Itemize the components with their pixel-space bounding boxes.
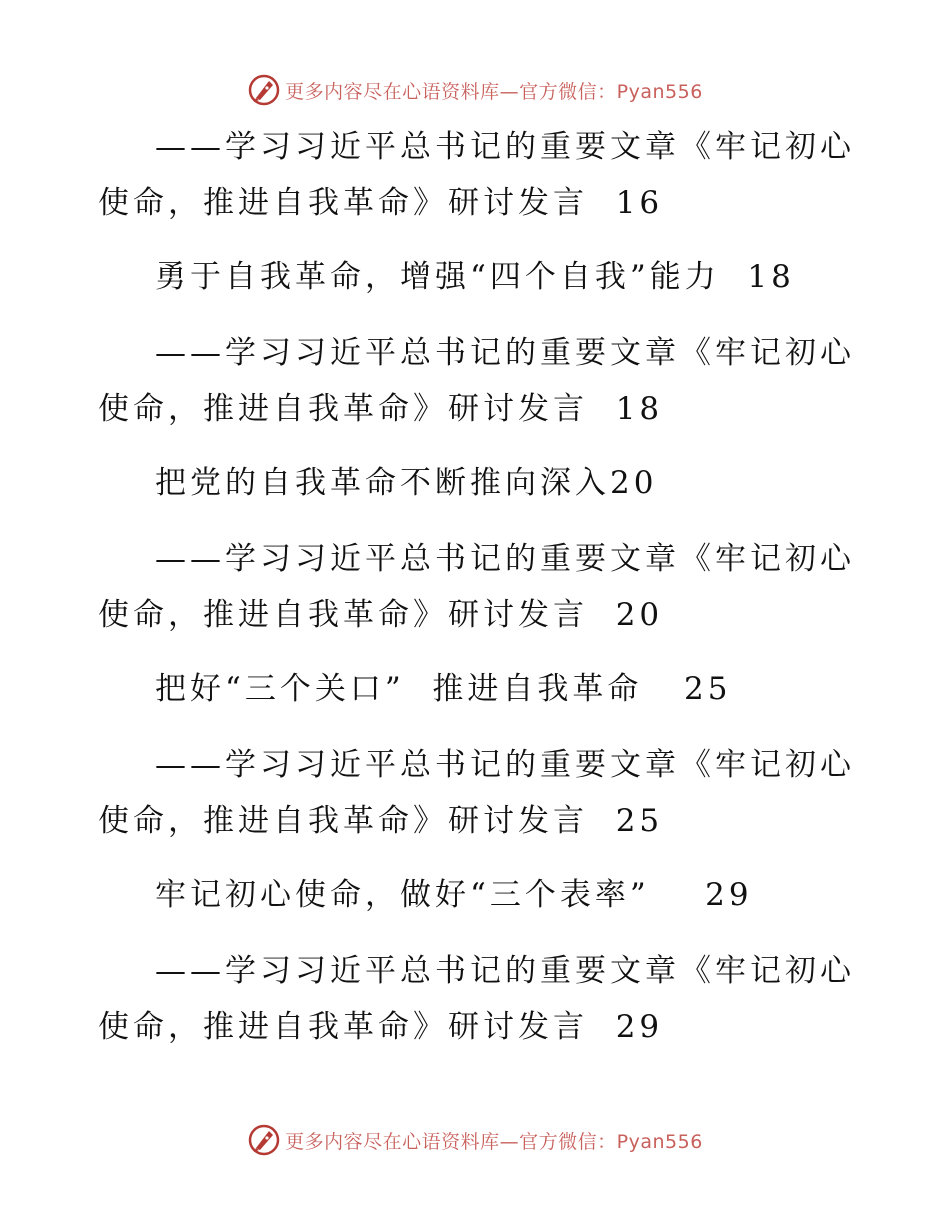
toc-line: 使命，推进自我革命》研讨发言 25 — [98, 803, 664, 839]
toc-line: ——学习习近平总书记的重要文章《牢记初心 — [155, 335, 855, 371]
footer-banner — [0, 1120, 950, 1160]
toc-line: ——学习习近平总书记的重要文章《牢记初心 — [155, 747, 855, 783]
toc-line: ——学习习近平总书记的重要文章《牢记初心 — [155, 129, 855, 165]
toc-line: 使命，推进自我革命》研讨发言 18 — [98, 391, 664, 427]
toc-line: 勇于自我革命，增强“四个自我”能力 18 — [155, 259, 795, 295]
toc-line: ——学习习近平总书记的重要文章《牢记初心 — [155, 541, 855, 577]
banner-text: 更多内容尽在心语资料库—官方微信：Pyan556 — [285, 80, 703, 103]
toc-line: 把好“三个关口” 推进自我革命 25 — [155, 671, 732, 707]
banner-text: 更多内容尽在心语资料库—官方微信：Pyan556 — [285, 1130, 703, 1153]
header-banner — [0, 70, 950, 110]
toc-line: 把党的自我革命不断推向深入20 — [155, 465, 658, 501]
toc-line: 使命，推进自我革命》研讨发言 20 — [98, 597, 664, 633]
toc-line: ——学习习近平总书记的重要文章《牢记初心 — [155, 953, 855, 989]
toc-line: 牢记初心使命，做好“三个表率” 29 — [155, 877, 753, 913]
pen-logo-icon — [247, 73, 281, 107]
pen-logo-icon — [247, 1123, 281, 1157]
toc-line: 使命，推进自我革命》研讨发言 16 — [98, 185, 664, 221]
toc-line: 使命，推进自我革命》研讨发言 29 — [98, 1009, 664, 1045]
